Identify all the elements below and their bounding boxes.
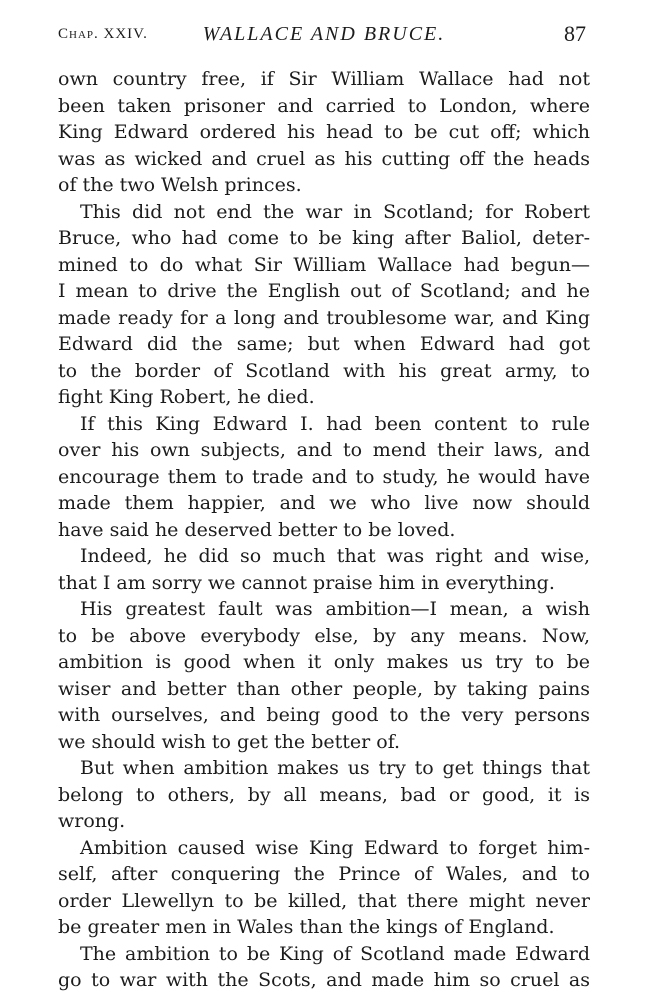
- text-line: been taken prisoner and carried to London, where: [58, 94, 590, 117]
- text-line: His greatest fault was ambition—I mean, a wish: [80, 598, 590, 620]
- text-line: Ambition caused wise King Edward to forget him-: [80, 836, 590, 859]
- text-line: belong to others, by all means, bad or good, it is: [58, 783, 590, 806]
- text-line: that I am sorry we cannot praise him in everything.: [58, 571, 555, 594]
- text-line: encourage them to trade and to study, he would have: [58, 465, 590, 488]
- text-line: of the two Welsh princes.: [58, 174, 302, 196]
- text-line: made ready for a long and troublesome war, and King: [58, 306, 590, 329]
- text-line: But when ambition makes us try to get things that: [80, 757, 590, 779]
- text-line: wrong.: [58, 810, 126, 832]
- text-line: King Edward ordered his head to be cut off; which: [58, 121, 590, 143]
- text-line: Edward did the same; but when Edward had got: [58, 333, 590, 355]
- text-line: Indeed, he did so much that was right and wise,: [80, 545, 590, 567]
- text-line: This did not end the war in Scotland; for Robert: [80, 200, 590, 223]
- text-line: go to war with the Scots, and made him so cruel as: [58, 969, 590, 991]
- text-line: with ourselves, and being good to the very persons: [58, 704, 590, 726]
- text-line: The ambition to be King of Scotland made Edward: [80, 942, 590, 965]
- text-line: to be above everybody else, by any means. Now,: [58, 624, 590, 647]
- text-line: made them happier, and we who live now should: [58, 492, 590, 514]
- text-line: own country free, if Sir William Wallace had not: [58, 68, 590, 90]
- text-line: ambition is good when it only makes us try to be: [58, 651, 590, 673]
- text-line: over his own subjects, and to mend their laws, and: [58, 439, 590, 461]
- text-line: was as wicked and cruel as his cutting off the heads: [58, 147, 590, 170]
- text-line: self, after conquering the Prince of Wales, and to: [58, 863, 590, 885]
- text-line: fight King Robert, he died.: [58, 386, 315, 408]
- text-line: wiser and better than other people, by taking pains: [58, 677, 590, 700]
- text-line: be greater men in Wales than the kings of England.: [58, 916, 555, 938]
- text-line: have said he deserved better to be loved.: [58, 518, 456, 541]
- text-line: mined to do what Sir William Wallace had begun—: [58, 253, 590, 276]
- body-text: [58, 66, 590, 994]
- text-line: we should wish to get the better of.: [58, 730, 401, 753]
- running-title: WALLACE AND BRUCE.: [202, 23, 446, 45]
- text-line: I mean to drive the English out of Scotland; and he: [58, 280, 590, 302]
- text-line: If this King Edward I. had been content to rule: [80, 412, 590, 435]
- text-line: to the border of Scotland with his great army, to: [58, 359, 590, 382]
- page-number: 87: [564, 21, 586, 46]
- running-header: [58, 20, 590, 50]
- text-line: order Llewellyn to be killed, that there might never: [58, 889, 590, 912]
- text-line: Bruce, who had come to be king after Baliol, deter-: [58, 227, 590, 249]
- chapter-label: Chap. XXIV.: [58, 26, 148, 42]
